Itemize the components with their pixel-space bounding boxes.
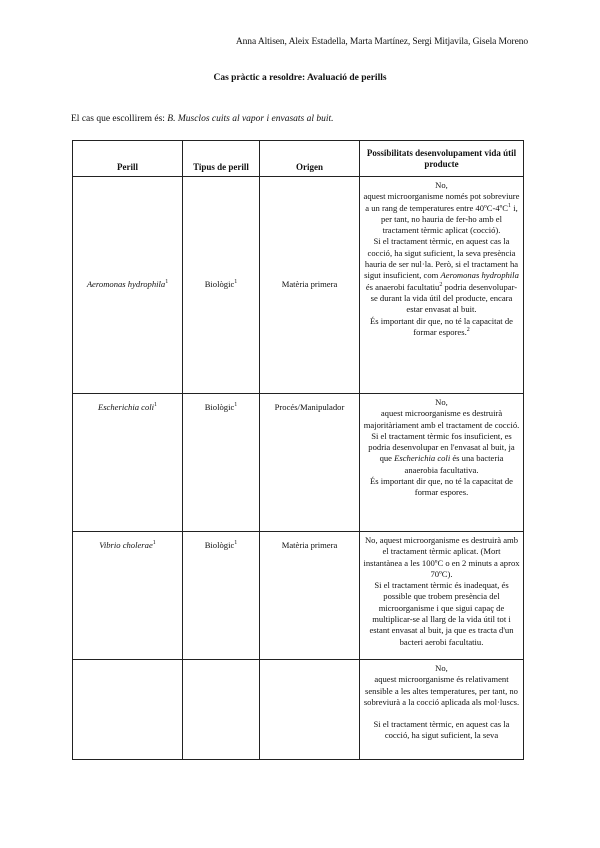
- intro-line: [71, 114, 334, 124]
- intro-case: B. Musclos cuits al vapor i envasats al buit.: [167, 114, 334, 124]
- header-possibilitats: Possibilitats desenvolupament vida útil producte: [360, 141, 524, 177]
- header-origen: Origen: [260, 141, 360, 177]
- cell-perill: [73, 177, 183, 394]
- cell-tipus: [183, 177, 260, 394]
- poss-p3: Si el tractament tèrmic, en aquest cas la cocció, ha sigut suficient, la seva: [373, 719, 510, 741]
- footnote-ref: 1: [234, 402, 238, 409]
- footnote-ref: 1: [154, 402, 158, 409]
- footnote-ref: 1: [152, 540, 156, 547]
- poss-p4: És important dir que, no té la capacitat de formar espores.: [370, 476, 513, 498]
- origen-value: Procés/Manipulador: [274, 402, 345, 412]
- table-header-row: [73, 141, 524, 177]
- cell-origen: [260, 532, 360, 660]
- intro-prefix: El cas que escollirem és:: [71, 114, 165, 124]
- origen-value: Matèria primera: [281, 540, 338, 550]
- cell-origen: [260, 660, 360, 760]
- cell-possibilitats: [360, 177, 524, 394]
- table-row: [73, 177, 524, 394]
- header-perill: Perill: [73, 141, 183, 177]
- cell-origen: [260, 177, 360, 394]
- cell-possibilitats: [360, 532, 524, 660]
- poss-p3: Si el tractament tèrmic fos insuficient, es podria desenvolupar en l'envasat al buit, ja que Escherichia coli és una bacteria anaerobia facultativa.: [368, 430, 515, 475]
- table-row: [73, 660, 524, 760]
- poss-p2: Si el tractament tèrmic és inadequat, és possible que trobem presència del microorganisme i que sigui capaç de multiplicar-se al llarg de la vida útil tot i estant envasat al buit, ja que es tracta d'un bacteri aerobi facultatiu.: [369, 580, 514, 647]
- header-tipus: Tipus de perill: [183, 141, 260, 177]
- poss-p2: aquest microorganisme es destruirà majoritàriament amb el tractament de cocció.: [363, 408, 520, 430]
- cell-perill: [73, 394, 183, 532]
- tipus-value: Biològic: [204, 402, 235, 412]
- cell-tipus: [183, 660, 260, 760]
- cell-perill: [73, 660, 183, 760]
- poss-p1: No,: [435, 180, 448, 190]
- poss-p4: Si el tractament tèrmic, en aquest cas la cocció, ha sigut suficient, la seva presència hauria de ser nul·la. Però, si el tractament ha sigut insuficient, com Aeromonas hydrophila és anaerobi facultatiu$^2$ podria desenvolupar-se durant la vida útil del producte, encara estar envasat al buit.: [364, 236, 519, 315]
- hazard-table: [72, 140, 524, 760]
- cell-origen: [260, 394, 360, 532]
- document-title: Cas pràctic a resoldre: Avaluació de perills: [213, 73, 387, 83]
- footnote-ref: 1: [234, 540, 238, 547]
- tipus-value: Biològic: [204, 279, 235, 290]
- footnote-ref: 1: [165, 279, 169, 286]
- poss-p1: No,: [435, 397, 448, 407]
- cell-tipus: [183, 394, 260, 532]
- poss-p2: aquest microorganisme només pot sobreviure a un rang de temperatures entre 40ºC-4ºC$^1$ i, per tant, no hauria de fer-ho amb el tractament tèrmic aplicat (cocció).: [363, 191, 520, 236]
- poss-p5: És important dir que, no té la capacitat de formar espores.$^2$: [370, 315, 513, 337]
- footnote-ref: 1: [234, 279, 238, 286]
- table-row: [73, 394, 524, 532]
- perill-name: Vibrio cholerae: [99, 540, 153, 550]
- cell-possibilitats: [360, 394, 524, 532]
- cell-possibilitats: [360, 660, 524, 760]
- poss-p2: aquest microorganisme és relativament sensible a les altes temperatures, per tant, no sobreviurà a la cocció aplicada als mol·luscs.: [363, 674, 520, 707]
- cell-tipus: [183, 532, 260, 660]
- cell-perill: [73, 532, 183, 660]
- origen-value: Matèria primera: [281, 279, 338, 290]
- perill-name: Escherichia coli: [97, 402, 155, 412]
- tipus-value: Biològic: [204, 540, 235, 550]
- poss-p1: No,: [435, 663, 448, 673]
- authors-line: Anna Altisen, Aleix Estadella, Marta Martínez, Sergi Mitjavila, Gisela Moreno: [235, 37, 528, 47]
- paragraph-gap: [363, 708, 520, 719]
- poss-p1: No, aquest microorganisme es destruirà amb el tractament tèrmic aplicat. (Mort instantànea a les 100ºC o en 2 minuts a aprox 70ºC).: [363, 535, 520, 579]
- perill-name: Aeromonas hydrophila: [86, 279, 166, 290]
- table-row: [73, 532, 524, 660]
